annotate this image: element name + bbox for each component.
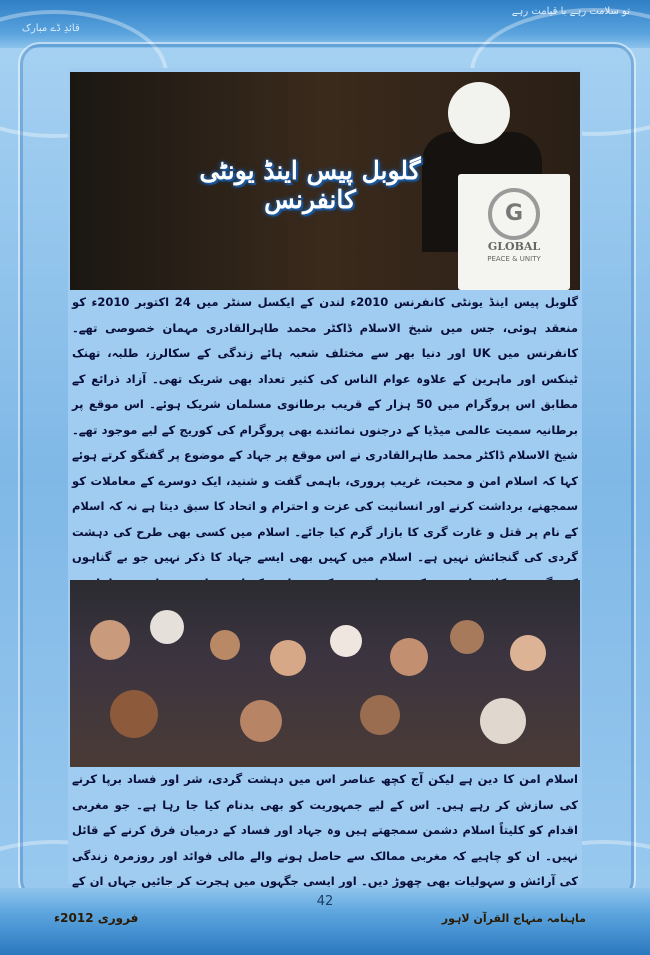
crowd-figure (90, 620, 130, 660)
crowd-figure (270, 640, 306, 676)
crowd-figure (110, 690, 158, 738)
crowd-figure (480, 698, 526, 744)
article-paragraph-2: اسلام امن کا دین ہے لیکن آج کچھ عناصر اس میں دہشت گردی، شر اور فساد برپا کرنے کی سازش کر رہے ہیں۔ اس کے لیے جمہوریت کو بھی بدنام کیا جا رہا ہے۔ جو مغربی اقدام کو کلیتاً اسلام دشمن سمجھتے ہیں وہ جہاد اور فساد کے درمیان فرق کرنے کے قائل نہیں۔ ان کو چاہیے کہ مغربی ممالک سے حاصل ہونے والے مالی فوائد اور روزمرہ زندگی کی آرائش و سہولیات بھی چھوڑ دیں۔ اور ایسی جگہوں میں ہجرت کر جائیں جہاں ان کے (72, 772, 578, 888)
issue-date: فروری 2012ء (54, 911, 139, 925)
crowd-photo (70, 580, 580, 767)
podium-subtext: PEACE & UNITY (487, 255, 541, 263)
globe-logo-icon: G (488, 188, 540, 240)
article-paragraph-1: گلوبل پیس اینڈ یونٹی کانفرنس 2010ء لندن کے ایکسل سنٹر میں 24 اکتوبر 2010ء کو منعقد ہوئی، جس میں شیخ الاسلام ڈاکٹر محمد طاہرالقادری مہمان خصوصی تھے۔ کانفرنس میں UK اور دنیا بھر سے مختلف شعبہ ہائے زندگی کے سکالرز، طلبہ، تھنک ٹینکس اور ماہرین کے علاوہ عوام الناس کی کثیر تعداد بھی شریک تھی۔ آزاد ذرائع کے مطابق اس پروگرام میں 50 ہزار کے قریب برطانوی مسلمان شریک ہوئے۔ اس موقع پر برطانیہ سمیت عالمی میڈیا کے درجنوں نمائندے بھی پروگرام کی کوریج کے لیے موجود تھے۔ شیخ الاسلام ڈاکٹر محمد طاہرالقادری نے اس موقع پر جہاد کے موضوع پر گفتگو کرتے ہوئے کہا کہ اسلام امن و محبت، غریب پروری، باہمی گفت و شنید، ایک دوسرے کے معاملات کو سمجھنے، برداشت کرنے اور انسانیت کی عزت و احترام و اتحاد کا سبق دیتا ہے نہ کہ اسلام کے نام پر قتل و غارت گری کا بازار گرم کیا جائے۔ اسلام میں کسی بھی طرح کی دہشت گردی کی گنجائش نہیں ہے۔ اسلام میں کہیں بھی ایسے جہاد کا ذکر نہیں جو بے گناہوں (72, 295, 579, 564)
crowd-figure (210, 630, 240, 660)
crowd-figure (510, 635, 546, 671)
podium (458, 174, 570, 290)
crowd-figure (150, 610, 184, 644)
hero-image (70, 72, 580, 290)
header-right-text: تو سلامت رہے با قیامت رہے (511, 6, 630, 17)
crowd-figure (240, 700, 282, 742)
speaker-turban (448, 82, 510, 144)
magazine-name: ماہنامہ منہاج القرآن لاہور (441, 912, 586, 925)
crowd-figure (450, 620, 484, 654)
podium-text: GLOBAL (487, 240, 541, 253)
article-title: گلوبل پیس اینڈ یونٹی کانفرنس (199, 156, 421, 214)
crowd-figure (330, 625, 362, 657)
header-left-text: قائدِ ڈے مبارک (22, 23, 80, 34)
crowd-figure (360, 695, 400, 735)
page-number: 42 (316, 894, 334, 909)
crowd-figure (390, 638, 428, 676)
